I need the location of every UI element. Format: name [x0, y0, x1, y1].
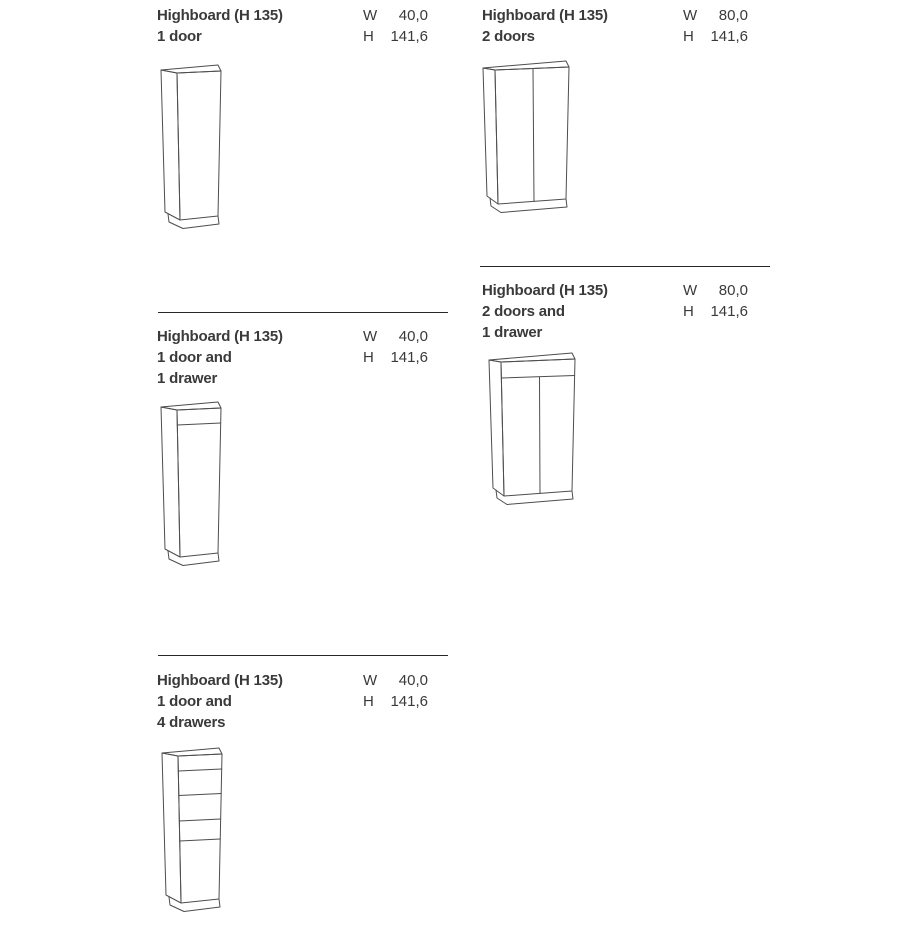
dimension-height-row	[683, 301, 748, 322]
drawer-line	[179, 794, 221, 796]
product-title-line1: Highboard (H 135)	[482, 7, 608, 24]
dimension-height-value: 141,6	[390, 349, 428, 366]
drawer-line	[177, 423, 220, 425]
cabinet-front-face	[177, 71, 221, 220]
dimension-height-label: H	[683, 303, 694, 320]
product-title-line1: Highboard (H 135)	[157, 328, 283, 345]
dimension-height-value: 141,6	[710, 303, 748, 320]
product-title	[157, 326, 283, 389]
product-title-line3: 4 drawers	[157, 714, 226, 731]
product-title-line1: Highboard (H 135)	[157, 672, 283, 689]
drawing-highboard-1-door-1-drawer	[156, 394, 228, 569]
product-title-line1: Highboard (H 135)	[482, 282, 608, 299]
product-title-line2: 2 doors and	[482, 303, 565, 320]
dimension-height-value: 141,6	[710, 28, 748, 45]
dimension-width-label: W	[363, 672, 378, 689]
product-title	[482, 280, 608, 343]
dimension-width-row	[683, 280, 748, 301]
door-divider-line	[533, 69, 534, 202]
product-dimensions	[363, 326, 428, 368]
cabinet-front-face	[178, 754, 222, 903]
cabinet-plinth	[169, 897, 220, 912]
cabinet-plinth	[168, 214, 219, 229]
dimension-height-row	[363, 691, 428, 712]
product-dimensions	[683, 5, 748, 47]
product-dimensions	[363, 670, 428, 712]
product-title-line2: 2 doors	[482, 28, 535, 45]
door-divider-line	[540, 377, 541, 493]
product-title-line3: 1 drawer	[482, 324, 543, 341]
drawer-line	[178, 769, 221, 771]
cabinet-plinth	[168, 551, 219, 566]
dimension-height-label: H	[363, 693, 374, 710]
section-divider	[158, 655, 448, 656]
drawing-highboard-1-door-4-drawers	[157, 740, 229, 915]
dimension-width-value: 40,0	[398, 328, 428, 345]
dimension-width-label: W	[363, 7, 378, 24]
dimension-height-row	[683, 26, 748, 47]
product-title-line3: 1 drawer	[157, 370, 218, 387]
dimension-width-row	[363, 326, 428, 347]
section-divider	[480, 266, 770, 267]
cabinet-front-face	[177, 408, 221, 557]
drawer-line	[180, 839, 221, 841]
cabinet-front-face	[495, 67, 569, 204]
dimension-width-row	[683, 5, 748, 26]
dimension-width-value: 80,0	[718, 282, 748, 299]
product-dimensions	[363, 5, 428, 47]
product-title	[157, 670, 283, 733]
drawer-line	[501, 376, 574, 379]
product-title-line1: Highboard (H 135)	[157, 7, 283, 24]
dimension-height-label: H	[683, 28, 694, 45]
dimension-width-value: 40,0	[398, 672, 428, 689]
cabinet-front-face	[501, 359, 575, 496]
dimension-height-row	[363, 347, 428, 368]
product-title	[482, 5, 608, 47]
drawing-highboard-2-doors-1-drawer	[484, 348, 584, 518]
drawing-highboard-1-door	[156, 57, 228, 232]
dimension-width-row	[363, 5, 428, 26]
dimension-width-row	[363, 670, 428, 691]
product-title	[157, 5, 283, 47]
section-divider	[158, 312, 448, 313]
product-dimensions	[683, 280, 748, 322]
drawing-highboard-2-doors	[478, 56, 578, 226]
dimension-width-label: W	[363, 328, 378, 345]
dimension-width-label: W	[683, 282, 698, 299]
product-title-line2: 1 door and	[157, 349, 232, 366]
dimension-height-value: 141,6	[390, 28, 428, 45]
drawer-line	[179, 819, 220, 821]
product-title-line2: 1 door and	[157, 693, 232, 710]
dimension-width-label: W	[683, 7, 698, 24]
dimension-width-value: 80,0	[718, 7, 748, 24]
dimension-height-label: H	[363, 349, 374, 366]
product-title-line2: 1 door	[157, 28, 202, 45]
dimension-height-label: H	[363, 28, 374, 45]
dimension-height-row	[363, 26, 428, 47]
dimension-width-value: 40,0	[398, 7, 428, 24]
dimension-height-value: 141,6	[390, 693, 428, 710]
